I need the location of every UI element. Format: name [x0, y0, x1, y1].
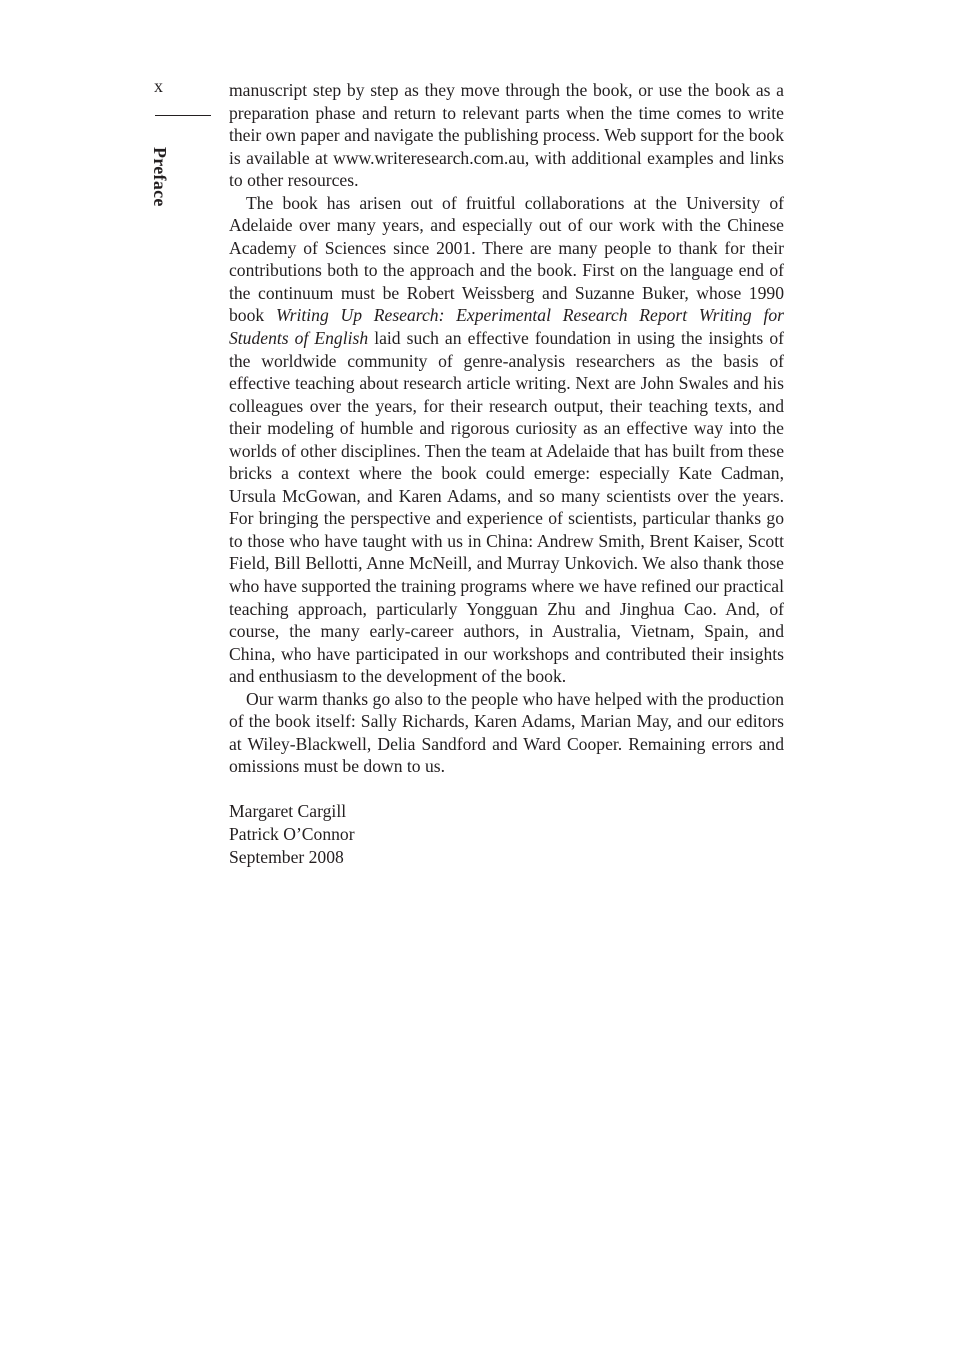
- signature-date: September 2008: [229, 846, 344, 867]
- paragraph-thanks: Our warm thanks go also to the people who have helped with the production of the book itself: Sally Richards, Karen Adams, Marian May, and our editors at Wiley-Blackwell, Delia Sandford and Ward Cooper. Remaining errors and omissions must be down to us.: [229, 688, 784, 777]
- author-name: Margaret Cargill: [229, 801, 347, 822]
- body-text: [229, 79, 784, 868]
- text-run: The book has arisen out of fruitful collaborations at the University of Adelaide over many years, and especially out of our work with the Chinese Academy of Sciences since 2001. There are many people to thank for their contributions both to the approach and the book. First on the language end of the continuum must be Robert Weissberg and Suzanne Buker, whose 1990 book: [229, 192, 784, 326]
- paragraph-continuation: manuscript step by step as they move through the book, or use the book as a preparation phase and return to relevant parts when the time comes to write their own paper and navigate the publishing process. Web support for the book is available at www.writeresearch.com.au, with additional examples and links to other resources.: [229, 80, 784, 191]
- book-title: Writing Up Research: Experimental Research Report Writing for Students of English: [229, 305, 784, 349]
- author-name: Patrick O’Connor: [229, 824, 355, 844]
- text-run: laid such an effective foundation in using the insights of the worldwide community of genre-analysis researchers as the basis of effective teaching about research article writing. Next are John Swales and his colleagues over the years, for their research output, their teaching texts, and their modeling of humble and rigorous curiosity as an effective way into the worlds of other disciplines. Then the team at Adelaide that has built from these bricks a context where the book could emerge: especially Kate Cadman, Ursula McGowan, and Karen Adams, and so many scientists over the years. For bringing the perspective and experience of scientists, particular thanks go to those who have taught with us in China: Andrew Smith, Brent Kaiser, Scott Field, Bill Bellotti, Anne McNeill, and Murray Unkovich. We also thank those who have supported the training programs where we have refined our practical teaching approach, particularly Yongguan Zhu and Jinghua Cao. And, of course, the many early-career authors, in Australia, Vietnam, Spain, and China, who have participated in our workshops and contributed their insights and enthusiasm to the development of the book.: [229, 328, 784, 687]
- margin-rule: [155, 115, 211, 116]
- running-head: Preface: [150, 147, 170, 207]
- paragraph-acknowledgements: [229, 192, 784, 688]
- page-number: x: [154, 76, 163, 96]
- signature-block: [229, 800, 784, 868]
